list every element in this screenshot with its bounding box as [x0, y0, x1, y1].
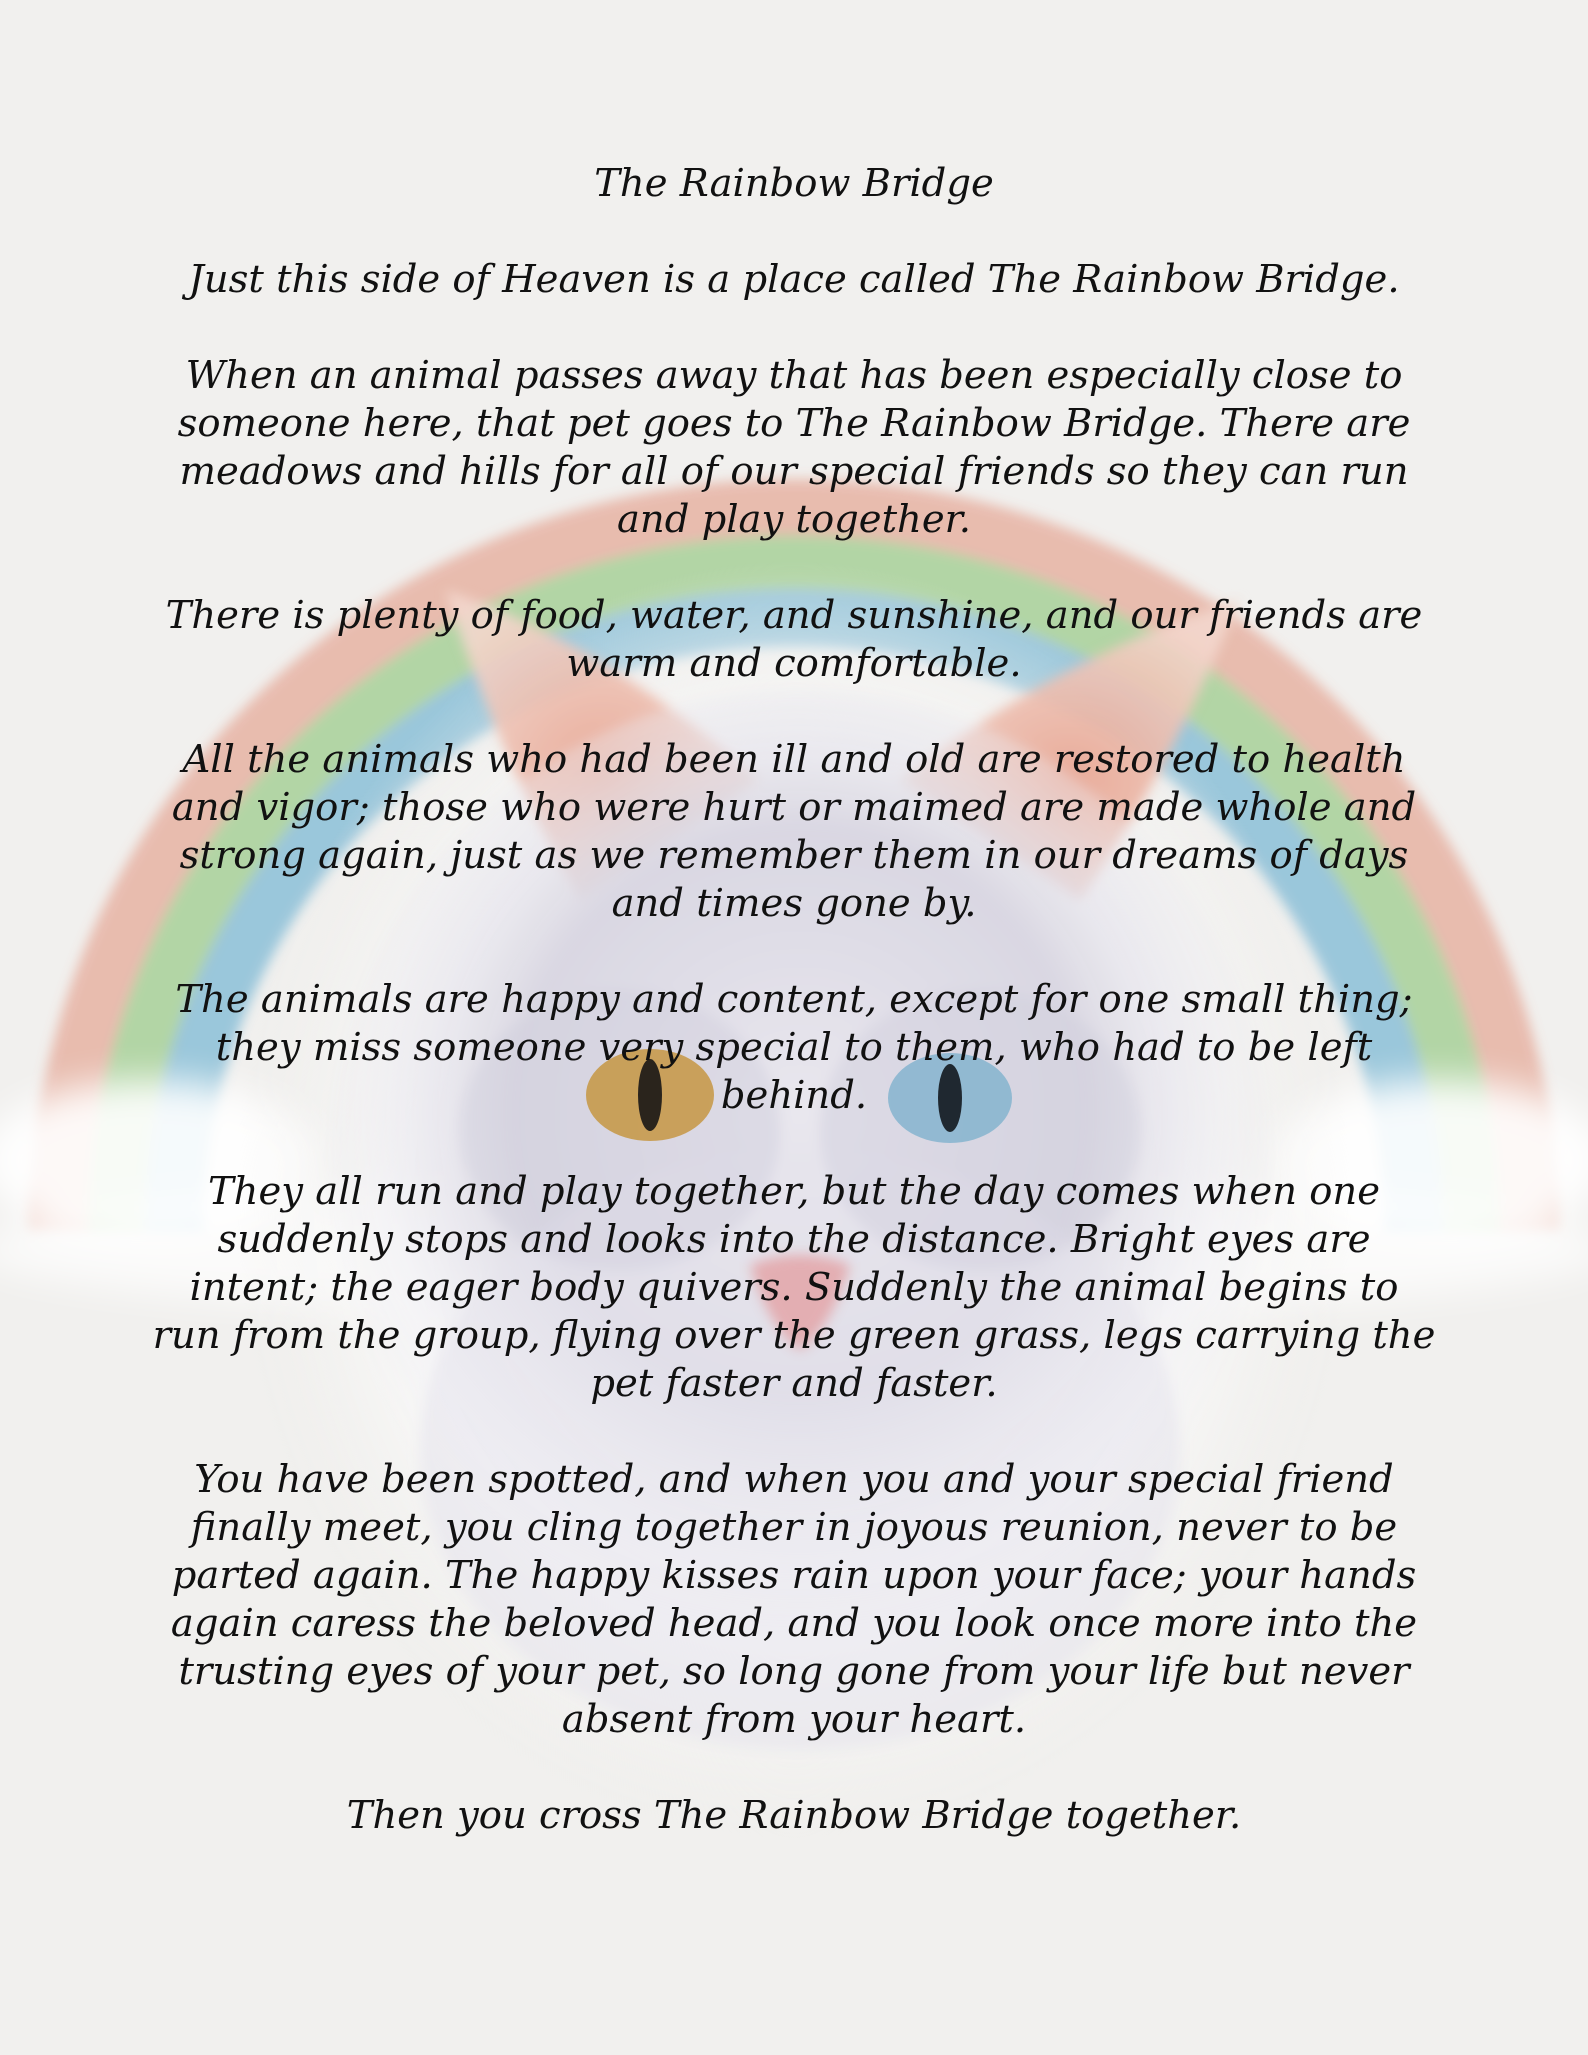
poem-line: The animals are happy and content, except for one small thing;: [175, 977, 1413, 1022]
stanza-3: [110, 592, 1478, 688]
poem-line: strong again, just as we remember them in our dreams of days: [179, 833, 1409, 878]
poem-line: parted again. The happy kisses rain upon your face; your hands: [171, 1553, 1417, 1598]
poem-line: and play together.: [616, 497, 972, 542]
poem-line: intent; the eager body quivers. Suddenly the animal begins to: [189, 1265, 1399, 1310]
poem-line: suddenly stops and looks into the distance. Bright eyes are: [217, 1217, 1371, 1262]
poem-line: warm and comfortable.: [566, 641, 1022, 686]
stanza-4: [110, 736, 1478, 928]
poem-line: You have been spotted, and when you and your special friend: [194, 1457, 1394, 1502]
stanza-7: [110, 1456, 1478, 1744]
poem-line: When an animal passes away that has been especially close to: [185, 353, 1403, 398]
stanza-5: [110, 976, 1478, 1120]
poem-line: All the animals who had been ill and old are restored to health: [182, 737, 1406, 782]
poem-line: There is plenty of food, water, and sunshine, and our friends are: [165, 593, 1423, 638]
poem-line: finally meet, you cling together in joyous reunion, never to be: [190, 1505, 1398, 1550]
stanza-2: [110, 352, 1478, 544]
poem-line: Then you cross The Rainbow Bridge together.: [346, 1793, 1242, 1838]
poem-line: They all run and play together, but the day comes when one: [208, 1169, 1380, 1214]
poem-line: they miss someone very special to them, who had to be left: [215, 1025, 1373, 1070]
poem-line: absent from your heart.: [561, 1697, 1027, 1742]
poem-title: The Rainbow Bridge: [594, 161, 994, 206]
poem-line: behind.: [720, 1073, 868, 1118]
stanza-8: [110, 1792, 1478, 1840]
stanza-1: [110, 256, 1478, 304]
poem-line: trusting eyes of your pet, so long gone from your life but never: [178, 1649, 1410, 1694]
poem-line: meadows and hills for all of our special friends so they can run: [179, 449, 1409, 494]
stanza-6: [110, 1168, 1478, 1408]
poem-line: someone here, that pet goes to The Rainbow Bridge. There are: [177, 401, 1411, 446]
poem-line: run from the group, flying over the green grass, legs carrying the: [152, 1313, 1436, 1358]
poem: [110, 160, 1478, 1840]
poem-line: again caress the beloved head, and you look once more into the: [170, 1601, 1418, 1646]
poem-line: and times gone by.: [611, 881, 977, 926]
poem-line: Just this side of Heaven is a place called The Rainbow Bridge.: [188, 257, 1400, 302]
poem-line: and vigor; those who were hurt or maimed are made whole and: [171, 785, 1417, 830]
poem-line: pet faster and faster.: [590, 1361, 998, 1406]
